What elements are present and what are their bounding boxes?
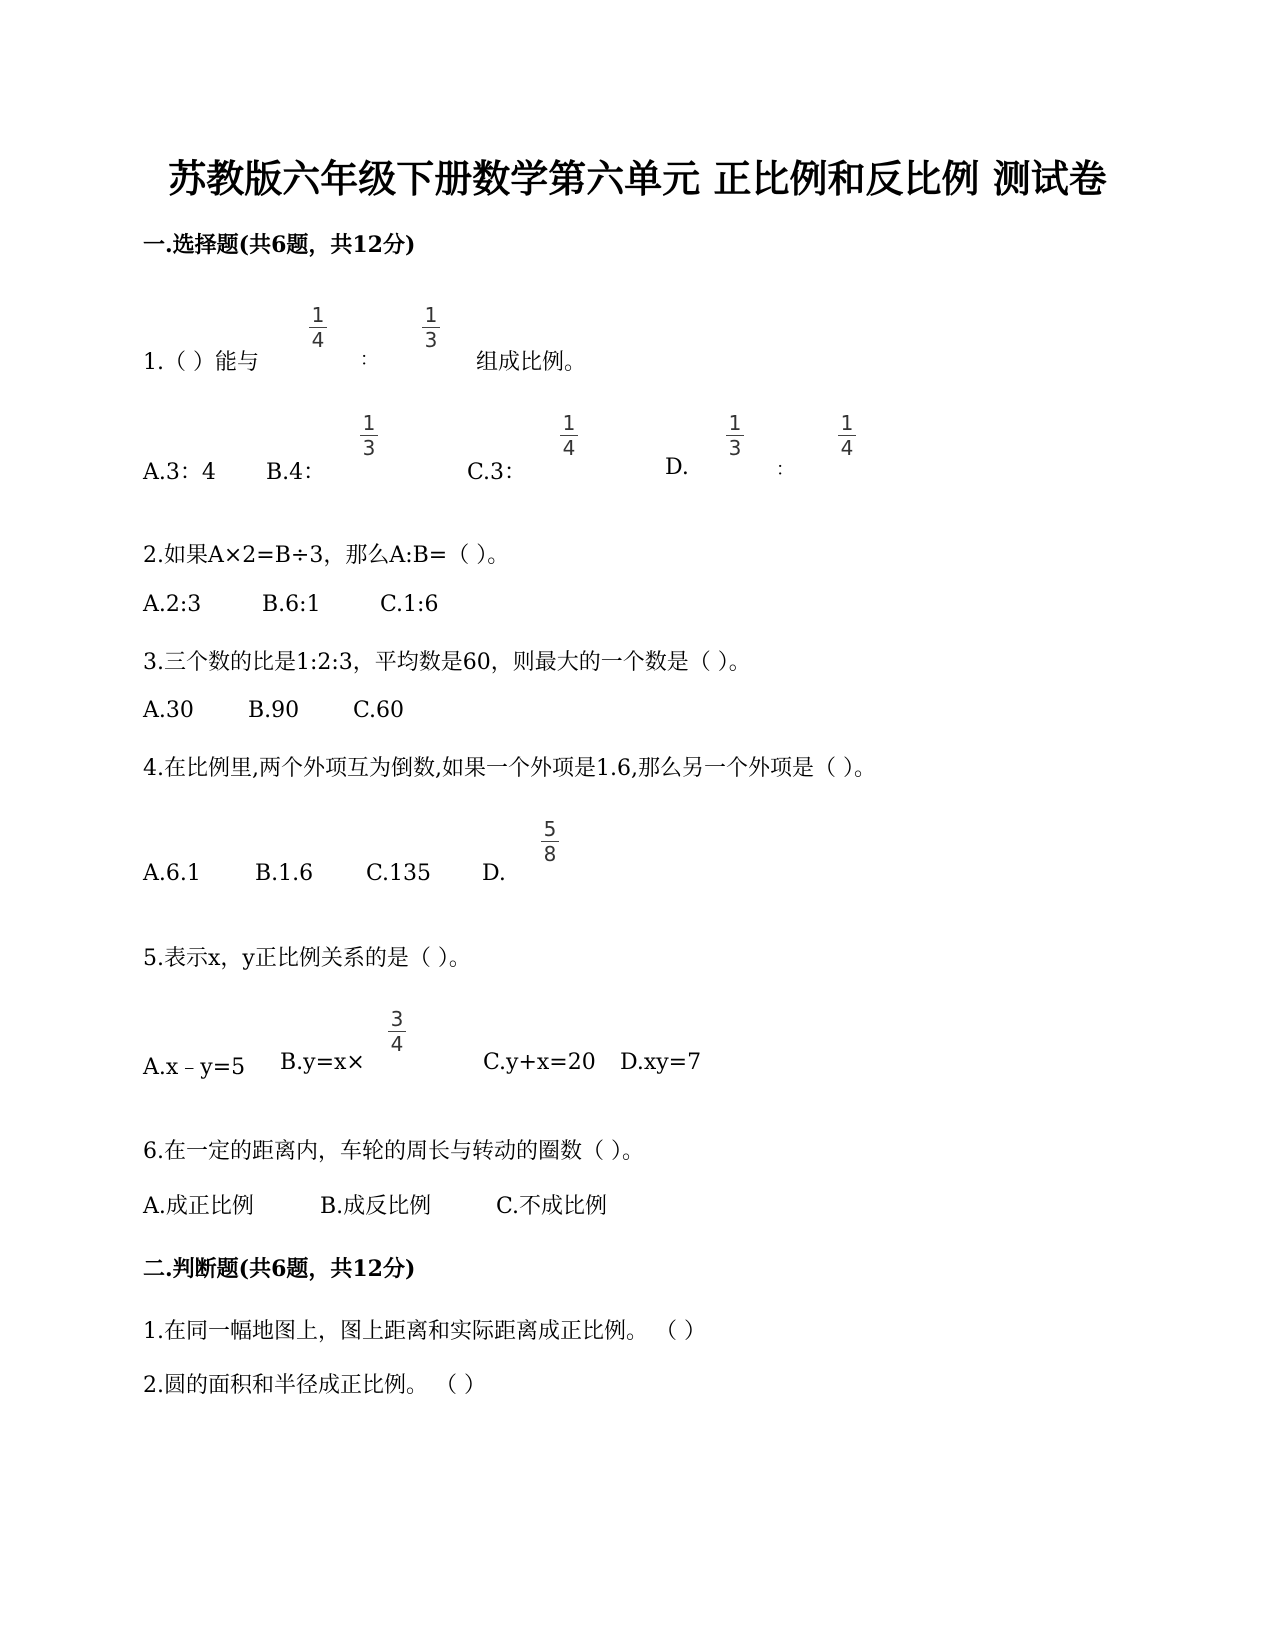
q4-option-b: B.1.6	[255, 861, 314, 886]
q1-option-d: D.	[665, 455, 689, 480]
fraction-numerator: 5	[543, 817, 557, 841]
fraction-denominator: 3	[728, 436, 742, 460]
q4-option-a: A.6.1	[143, 861, 201, 886]
q2-option-a: A.2:3	[143, 592, 202, 617]
q6-option-a: A.成正比例	[143, 1194, 254, 1219]
judgment-q2: 2.圆的面积和半径成正比例。 （ ）	[143, 1373, 486, 1398]
q6-option-c: C.不成比例	[496, 1194, 608, 1219]
fraction-numerator: 1	[362, 411, 376, 435]
fraction-denominator: 4	[840, 436, 854, 460]
q1-option-b-fraction	[358, 412, 380, 459]
fraction-denominator: 3	[362, 436, 376, 460]
q2-option-c: C.1:6	[380, 592, 439, 617]
q5-option-b-fraction	[386, 1008, 408, 1055]
q4-option-d: D.	[482, 861, 506, 886]
q1-option-d-fraction-2	[836, 412, 858, 459]
fraction-numerator: 1	[424, 303, 438, 327]
q3-option-c: C.60	[353, 698, 405, 723]
fraction-denominator: 4	[562, 436, 576, 460]
q3-option-a: A.30	[143, 698, 194, 723]
q1-fraction-b	[420, 304, 442, 351]
fraction-denominator: 3	[424, 328, 438, 352]
judgment-q1: 1.在同一幅地图上，图上距离和实际距离成正比例。 （ ）	[143, 1319, 706, 1344]
q5-option-d: D.xy=7	[620, 1050, 702, 1075]
q3-stem: 3.三个数的比是1:2:3，平均数是60，则最大的一个数是（ ）。	[143, 650, 751, 675]
q4-option-d-fraction	[539, 818, 561, 865]
fraction-numerator: 1	[728, 411, 742, 435]
section-heading-judgment: 二.判断题(共6题，共12分)	[143, 1256, 416, 1282]
section-heading-choice: 一.选择题(共6题，共12分)	[143, 232, 416, 258]
fraction-denominator: 4	[311, 328, 325, 352]
q1-stem-end: 组成比例。	[476, 350, 587, 375]
q4-option-c: C.135	[366, 861, 432, 886]
q2-stem: 2.如果A×2=B÷3，那么A:B=（ ）。	[143, 543, 510, 568]
fraction-numerator: 1	[311, 303, 325, 327]
q1-option-d-fraction-1	[724, 412, 746, 459]
q1-option-c: C.3：	[467, 460, 527, 485]
q1-option-c-fraction	[558, 412, 580, 459]
fraction-denominator: 8	[543, 842, 557, 866]
q1-option-d-colon: ：	[776, 459, 794, 480]
fraction-numerator: 1	[840, 411, 854, 435]
q2-option-b: B.6:1	[262, 592, 321, 617]
q5-option-b: B.y=x×	[280, 1050, 365, 1075]
q5-option-a: A.x﹣y=5	[143, 1055, 246, 1080]
q1-colon: ：	[360, 349, 378, 370]
q1-option-a: A.3：4	[143, 460, 216, 485]
q5-stem: 5.表示x，y正比例关系的是（ ）。	[143, 946, 471, 971]
fraction-denominator: 4	[390, 1032, 404, 1056]
q3-option-b: B.90	[248, 698, 300, 723]
fraction-numerator: 1	[562, 411, 576, 435]
q1-option-b: B.4：	[266, 460, 326, 485]
q6-option-b: B.成反比例	[320, 1194, 432, 1219]
q1-fraction-a	[307, 304, 329, 351]
q4-stem: 4.在比例里,两个外项互为倒数,如果一个外项是1.6,那么另一个外项是（ ）。	[143, 756, 876, 781]
fraction-numerator: 3	[390, 1007, 404, 1031]
q6-stem: 6.在一定的距离内，车轮的周长与转动的圈数（ ）。	[143, 1139, 644, 1164]
page-title: 苏教版六年级下册数学第六单元 正比例和反比例 测试卷	[168, 156, 1107, 201]
q1-stem-start: 1.（ ）能与	[143, 350, 259, 375]
q5-option-c: C.y+x=20	[483, 1050, 596, 1075]
